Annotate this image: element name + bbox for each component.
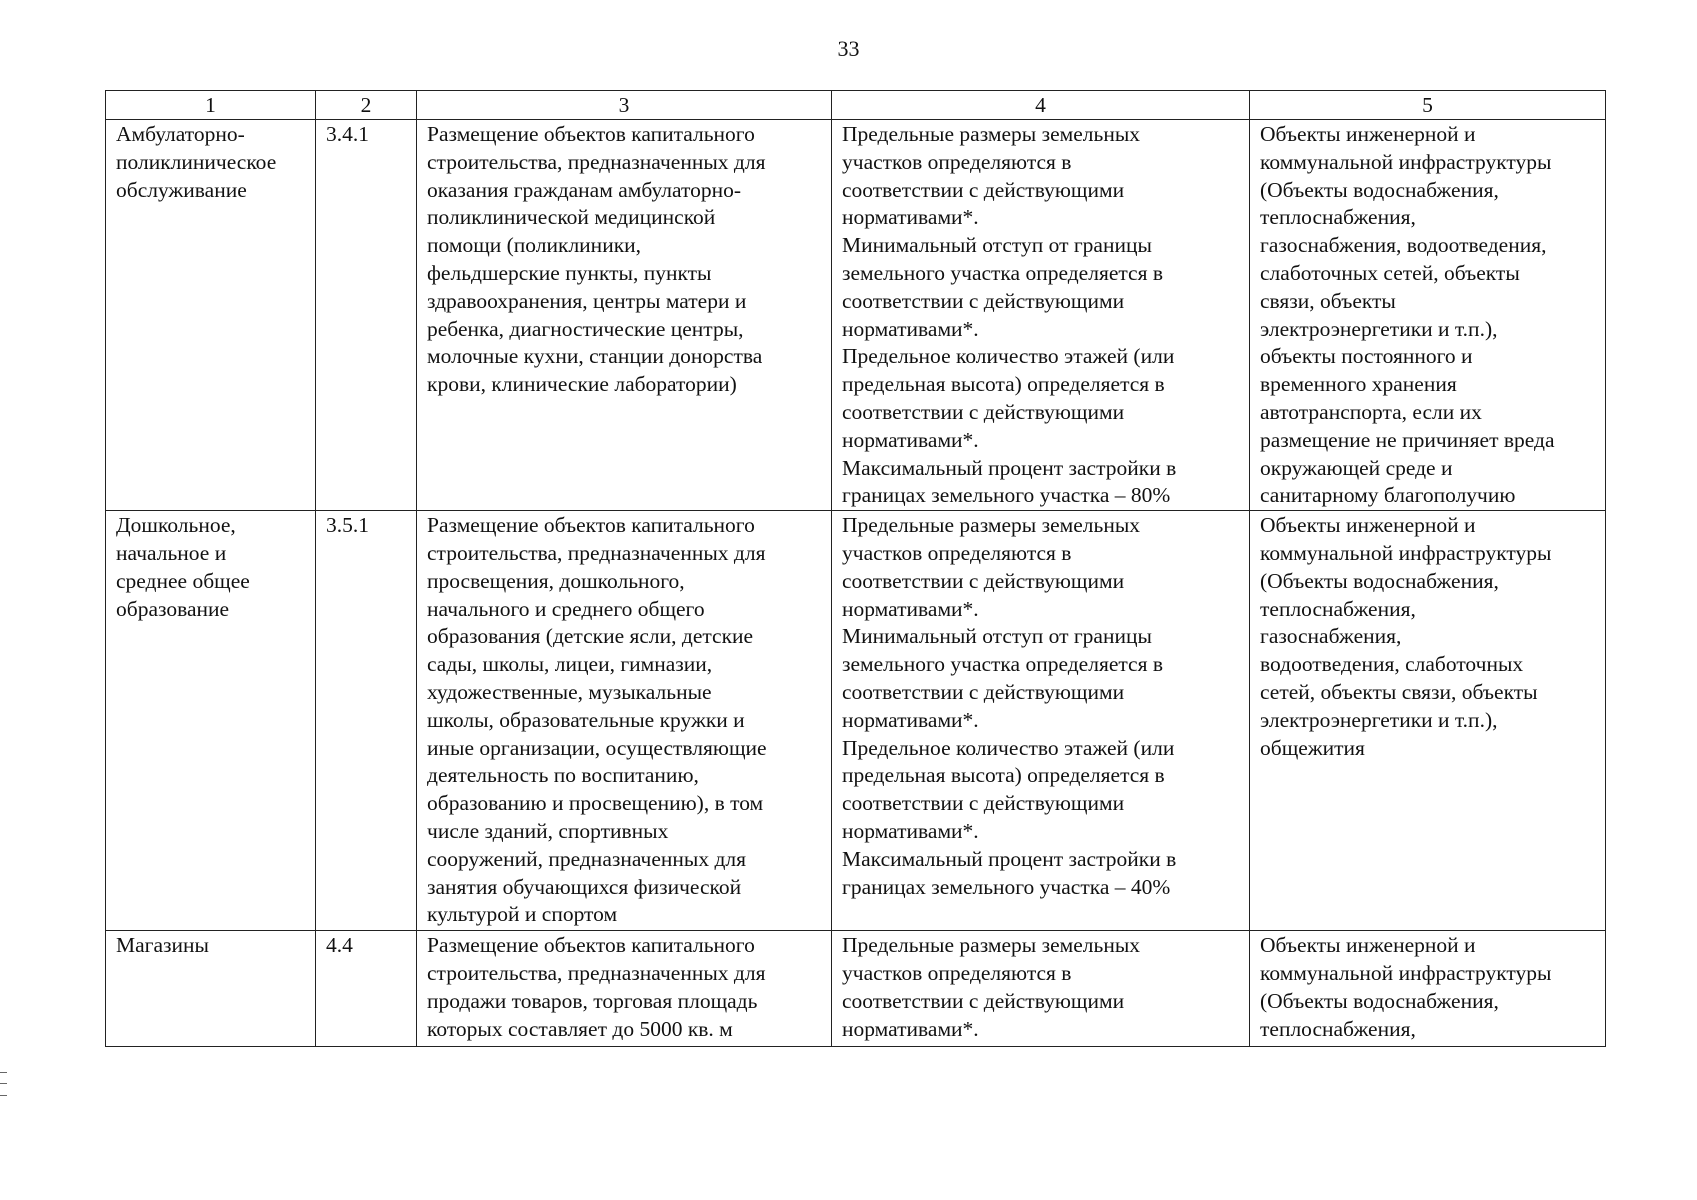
use-type-name: Магазины [106,931,316,1047]
auxiliary-uses: Объекты инженерной и коммунальной инфраструктуры (Объекты водоснабжения, теплоснабжения, [1250,931,1606,1047]
use-type-description: Размещение объектов капитального строительства, предназначенных для оказания гражданам амбулаторно- поликлинической медицинской помощи (поликлиники, фельдшерские пункты, пункты здравоохранения, центры матери и ребенка, диагностические центры, молочные кухни, станции донорства крови, клинические лаборатории) [417,120,832,511]
use-type-description: Размещение объектов капитального строительства, предназначенных для просвещения, дошкольного, начального и среднего общего образования (детские ясли, детские сады, школы, лицеи, гимназии, художественные, музыкальные школы, образовательные кружки и иные организации, осуществляющие деятельность по воспитанию, образованию и просвещению), в том числе зданий, спортивных сооружений, предназначенных для занятия обучающихся физической культурой и спортом [417,511,832,931]
scan-margin-mark [0,1072,7,1096]
use-type-name: Амбулаторно- поликлиническое обслуживание [106,120,316,511]
column-header-1: 1 [106,91,316,120]
auxiliary-uses: Объекты инженерной и коммунальной инфраструктуры (Объекты водоснабжения, теплоснабжения, газоснабжения, водоотведения, слаботочных сетей, объекты связи, объекты электроэнергетики и т.п.), общежития [1250,511,1606,931]
construction-parameters: Предельные размеры земельных участков определяются в соответствии с действующими нормативами*. Минимальный отступ от границы земельного участка определяется в соответствии с действующими нормативами*. Предельное количество этажей (или предельная высота) определяется в соответствии с действующими нормативами*. Максимальный процент застройки в границах земельного участка – 40% [832,511,1250,931]
use-type-name: Дошкольное, начальное и среднее общее образование [106,511,316,931]
column-header-2: 2 [316,91,417,120]
land-use-table [105,90,1606,1047]
column-header-4: 4 [832,91,1250,120]
auxiliary-uses: Объекты инженерной и коммунальной инфраструктуры (Объекты водоснабжения, теплоснабжения, газоснабжения, водоотведения, слаботочных сетей, объекты связи, объекты электроэнергетики и т.п.), объекты постоянного и временного хранения автотранспорта, если их размещение не причиняет вреда окружающей среде и санитарному благополучию [1250,120,1606,511]
table-header-row [106,91,1606,120]
construction-parameters: Предельные размеры земельных участков определяются в соответствии с действующими нормативами*. [832,931,1250,1047]
use-type-code: 3.5.1 [316,511,417,931]
table-row [106,931,1606,1047]
construction-parameters: Предельные размеры земельных участков определяются в соответствии с действующими нормативами*. Минимальный отступ от границы земельного участка определяется в соответствии с действующими нормативами*. Предельное количество этажей (или предельная высота) определяется в соответствии с действующими нормативами*. Максимальный процент застройки в границах земельного участка – 80% [832,120,1250,511]
table-row [106,120,1606,511]
use-type-code: 3.4.1 [316,120,417,511]
use-type-description: Размещение объектов капитального строительства, предназначенных для продажи товаров, торговая площадь которых составляет до 5000 кв. м [417,931,832,1047]
use-type-code: 4.4 [316,931,417,1047]
column-header-3: 3 [417,91,832,120]
table-row [106,511,1606,931]
column-header-5: 5 [1250,91,1606,120]
page-number: 33 [837,36,860,61]
